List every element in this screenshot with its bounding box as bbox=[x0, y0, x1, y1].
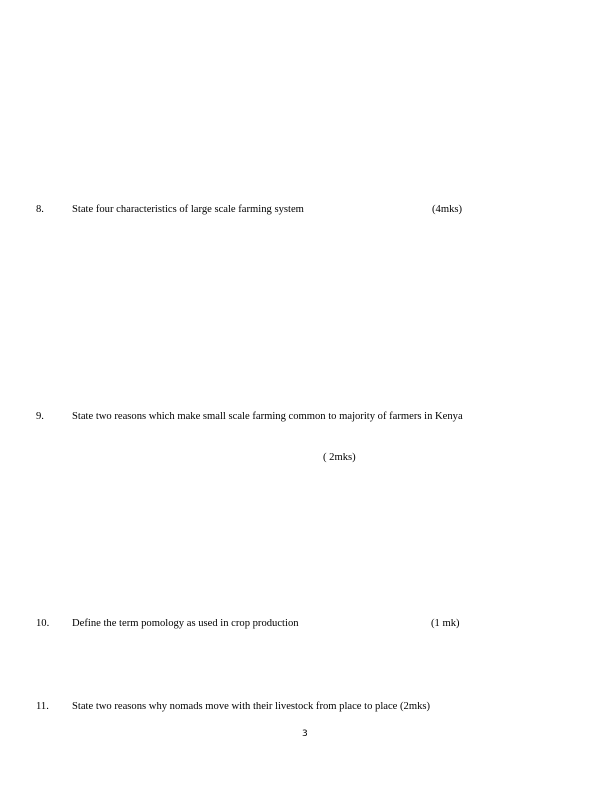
question-marks: (4mks) bbox=[432, 204, 463, 215]
question-text: Define the term pomology as used in crop production bbox=[72, 618, 299, 629]
question-10 bbox=[36, 617, 576, 630]
page-number: 3 bbox=[302, 729, 308, 739]
question-text: State four characteristics of large scale farming system bbox=[72, 204, 304, 215]
question-number: 8. bbox=[36, 204, 44, 215]
question-number: 9. bbox=[36, 411, 44, 422]
question-8 bbox=[36, 203, 576, 216]
question-marks: ( 2mks) bbox=[323, 452, 356, 463]
question-number: 10. bbox=[36, 618, 50, 629]
question-number: 11. bbox=[36, 701, 49, 712]
question-11 bbox=[36, 700, 576, 713]
question-text: State two reasons why nomads move with their livestock from place to place (2mks) bbox=[72, 701, 431, 712]
question-marks: (1 mk) bbox=[431, 618, 460, 629]
question-9 bbox=[36, 410, 576, 423]
question-text: State two reasons which make small scale farming common to majority of farmers in Kenya bbox=[72, 411, 463, 422]
